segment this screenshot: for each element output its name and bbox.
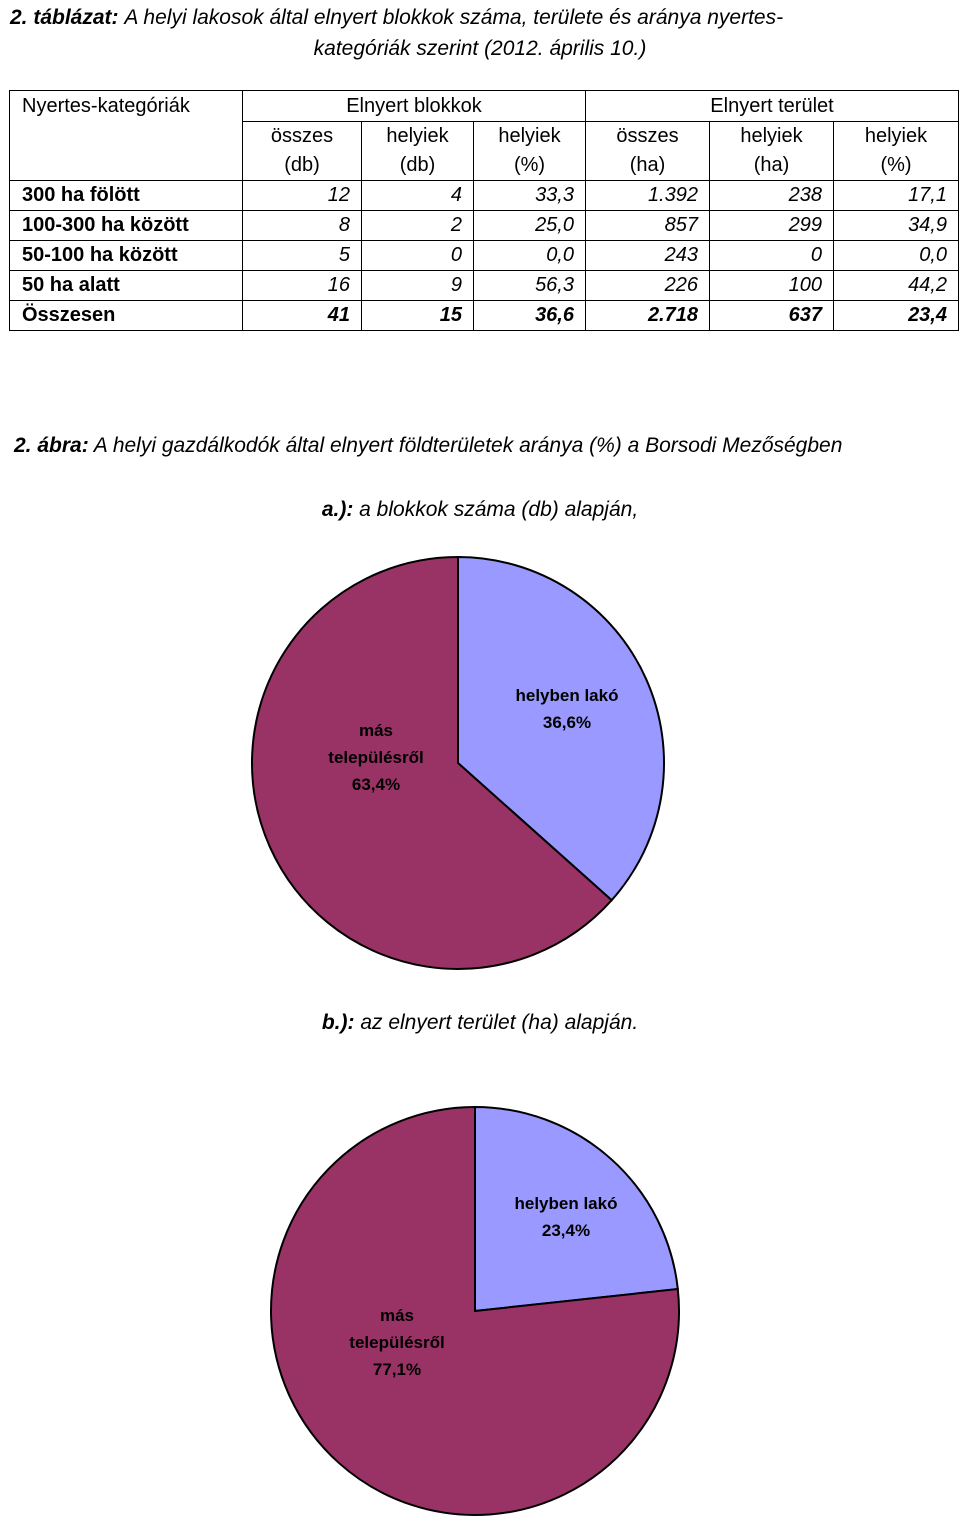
category-header: Nyertes-kategóriák [10, 91, 243, 181]
pie-slice-label-line: településről [328, 748, 424, 767]
column-header-line: (ha) [629, 154, 666, 176]
row-value: 41 [243, 301, 362, 331]
row-value: 16 [243, 271, 362, 301]
row-value: 17,1 [834, 181, 959, 211]
chart-a-title-label: a.): [321, 498, 354, 521]
row-value: 2 [362, 211, 474, 241]
pie-slice-label-line: településről [349, 1333, 445, 1352]
row-value: 23,4 [834, 301, 959, 331]
table-caption-text-1: A helyi lakosok által elnyert blokkok száma, területe és aránya nyertes- [124, 6, 784, 29]
column-header-line: (%) [880, 154, 912, 176]
row-category: 300 ha fölött [10, 181, 243, 211]
row-value: 4 [362, 181, 474, 211]
row-value: 56,3 [474, 271, 586, 301]
row-value: 299 [710, 211, 834, 241]
row-category: 50 ha alatt [10, 271, 243, 301]
row-value: 0,0 [474, 241, 586, 271]
table-caption-text-2: kategóriák szerint (2012. április 10.) [313, 37, 647, 60]
row-value: 243 [586, 241, 710, 271]
column-header-line: összes [270, 125, 334, 147]
row-value: 15 [362, 301, 474, 331]
row-value: 0,0 [834, 241, 959, 271]
figure-caption-label: 2. ábra: [14, 434, 89, 457]
pie-slice-label-line: 77,1% [372, 1360, 422, 1379]
pie-slice-label-line: helyben lakó [514, 1194, 618, 1213]
row-value: 226 [586, 271, 710, 301]
chart-b-title-label: b.): [321, 1011, 355, 1034]
row-value: 1.392 [586, 181, 710, 211]
chart-b-title-text: az elnyert terület (ha) alapján. [360, 1011, 639, 1034]
row-category: Összesen [10, 301, 243, 331]
row-value: 36,6 [474, 301, 586, 331]
table-caption-label: 2. táblázat: [10, 6, 119, 29]
pie-slice-label-line: más [358, 721, 394, 740]
pie-slice-label-line: más [379, 1306, 415, 1325]
row-value: 857 [586, 211, 710, 241]
pie-slice-label-line: 36,6% [542, 713, 592, 732]
column-header-line: (%) [513, 154, 546, 176]
pie-slice-label-line: helyben lakó [515, 686, 619, 705]
figure-caption-text: A helyi gazdálkodók által elnyert földterületek aránya (%) a Borsodi Mezőségben [93, 434, 843, 457]
pie-slice-label-line: 63,4% [351, 775, 401, 794]
row-value: 100 [710, 271, 834, 301]
row-category: 100-300 ha között [10, 211, 243, 241]
row-value: 637 [710, 301, 834, 331]
row-value: 0 [362, 241, 474, 271]
row-category: 50-100 ha között [10, 241, 243, 271]
column-header-line: (ha) [753, 154, 790, 176]
column-header-line: összes [616, 125, 679, 147]
row-value: 8 [243, 211, 362, 241]
column-header-line: (db) [399, 154, 436, 176]
row-value: 33,3 [474, 181, 586, 211]
row-value: 9 [362, 271, 474, 301]
row-value: 12 [243, 181, 362, 211]
chart-a-title-text: a blokkok száma (db) alapján, [359, 498, 639, 521]
row-value: 25,0 [474, 211, 586, 241]
column-header-line: helyiek [864, 125, 928, 147]
column-header-line: (db) [284, 154, 320, 176]
row-value: 5 [243, 241, 362, 271]
column-header-line: helyiek [498, 125, 561, 147]
group-header-area: Elnyert terület [586, 91, 959, 122]
row-value: 2.718 [586, 301, 710, 331]
group-header-blocks: Elnyert blokkok [243, 91, 586, 122]
column-header-line: helyiek [740, 125, 803, 147]
row-value: 34,9 [834, 211, 959, 241]
row-value: 0 [710, 241, 834, 271]
pie-slice-label-line: 23,4% [541, 1221, 591, 1240]
row-value: 44,2 [834, 271, 959, 301]
row-value: 238 [710, 181, 834, 211]
column-header-line: helyiek [386, 125, 449, 147]
